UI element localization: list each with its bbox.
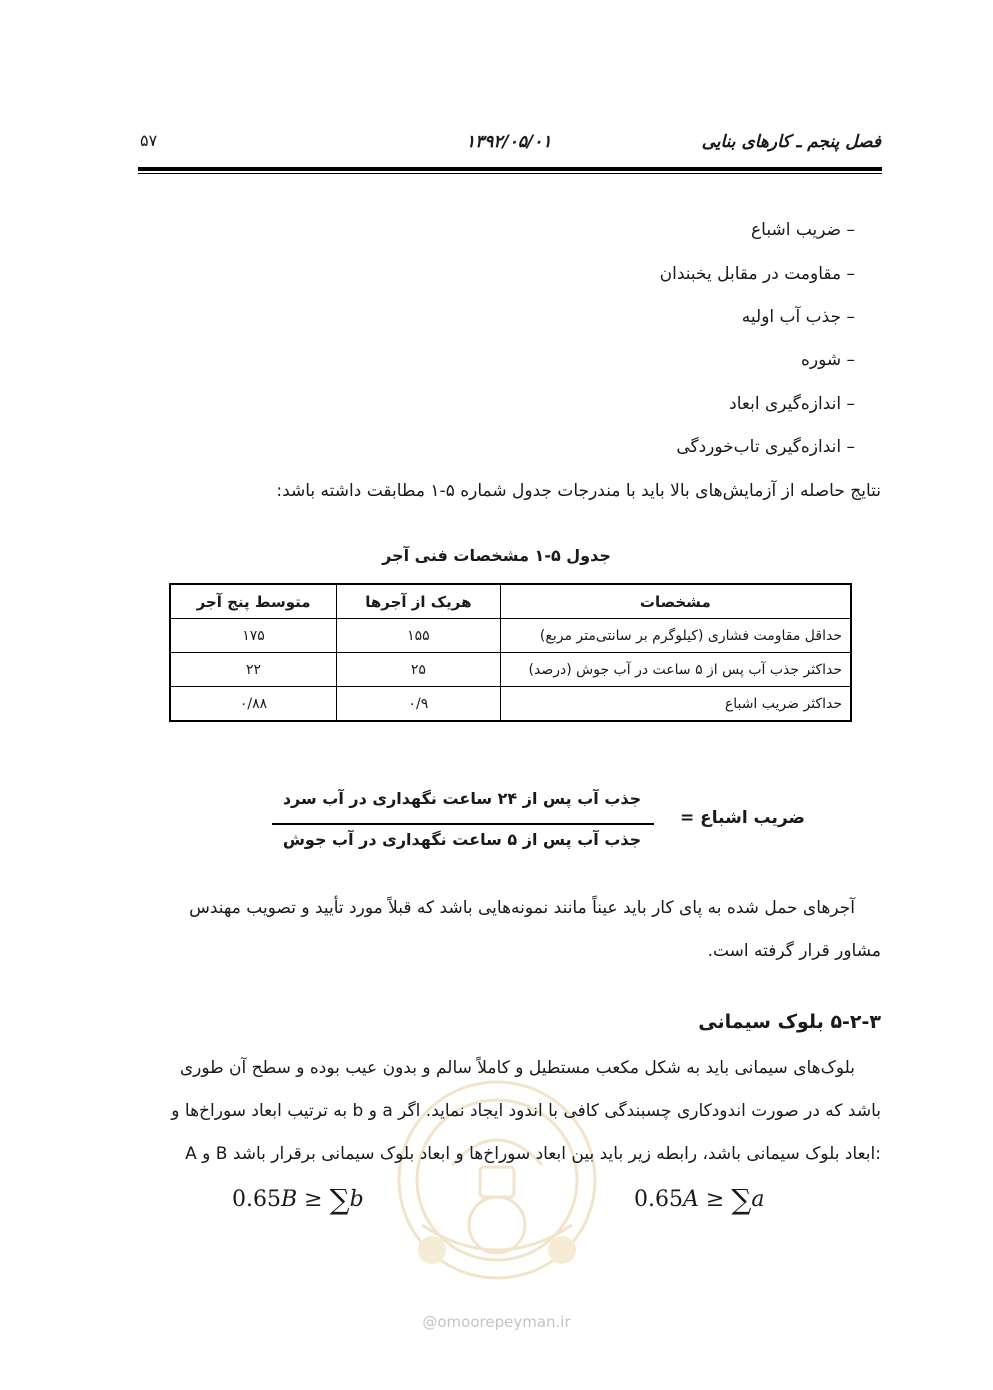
fraction-bar	[272, 823, 654, 825]
eq-var: A	[682, 1187, 699, 1212]
table-cell: حداکثر ضریب اشباع	[500, 687, 851, 722]
table-row	[170, 687, 851, 722]
bullet-item: – اندازه‌گیری تاب‌خوردگی	[676, 437, 855, 457]
watermark-url: @omoorepeyman.ir	[422, 1313, 571, 1331]
spec-table	[169, 583, 852, 722]
eq-sumvar: a	[751, 1187, 765, 1212]
bullet-item: – اندازه‌گیری ابعاد	[729, 394, 855, 414]
running-head-chapter: فصل پنجم ـ کارهای بنایی	[701, 132, 881, 152]
table-cell: ۱۵۵	[337, 619, 501, 653]
table-cell: حداکثر جذب آب پس از ۵ ساعت در آب جوش (درصد)	[500, 653, 851, 687]
header-rule-thin	[138, 173, 882, 174]
table-cell: ۰/۹	[337, 687, 501, 722]
bullet-item: – ضریب اشباع	[751, 220, 855, 240]
table-row	[170, 653, 851, 687]
paragraph-line: باشد که در صورت اندودکاری چسبندگی کافی با اندود ایجاد نماید. اگر a و b به ترتیب ابعاد سوراخ‌ها و	[171, 1101, 881, 1121]
eq-sumvar: b	[349, 1187, 364, 1212]
equation-a	[634, 1183, 764, 1216]
equation-b	[232, 1183, 364, 1216]
bullet-item: – جذب آب اولیه	[741, 307, 855, 327]
table-header-cell: متوسط پنج آجر	[170, 584, 337, 619]
table-header-row	[170, 584, 851, 619]
running-head-date: ۱۳۹۲/۰۵/۰۱	[466, 132, 552, 152]
sum-symbol: ∑	[329, 1183, 350, 1216]
formula-label: ضریب اشباع =	[680, 808, 805, 828]
paragraph-line: مشاور قرار گرفته است.	[707, 941, 881, 961]
results-sentence: نتایج حاصله از آزمایش‌های بالا باید با مندرجات جدول شماره ۵-۱ مطابقت داشته باشد:	[276, 481, 881, 501]
formula-numerator: جذب آب پس از ۲۴ ساعت نگهداری در آب سرد	[282, 789, 642, 808]
eq-coef: 0.65	[634, 1187, 683, 1212]
table-header-cell: هریک از آجرها	[337, 584, 501, 619]
eq-rel: ≥	[304, 1187, 323, 1212]
page-number: ۵۷	[140, 131, 158, 150]
formula-denominator: جذب آب پس از ۵ ساعت نگهداری در آب جوش	[282, 830, 642, 849]
table-row	[170, 619, 851, 653]
paragraph-line: A و B ابعاد بلوک سیمانی باشد، رابطه زیر باید بین ابعاد سوراخ‌ها و ابعاد بلوک سیمانی برقرار باشد:	[185, 1144, 881, 1164]
bullet-item: – مقاومت در مقابل یخبندان	[659, 264, 855, 284]
table-cell: ۲۵	[337, 653, 501, 687]
table-cell: حداقل مقاومت فشاری (کیلوگرم بر سانتی‌متر مربع)	[500, 619, 851, 653]
paragraph-line: آجرهای حمل شده به پای کار باید عیناً مانند نمونه‌هایی باشد که قبلاً مورد تأیید و تصویب مهندس	[189, 898, 855, 918]
eq-var: B	[280, 1187, 298, 1212]
paragraph-line: بلوک‌های سیمانی باید به شکل مکعب مستطیل و کاملاً سالم و بدون عیب بوده و سطح آن طوری	[179, 1058, 855, 1078]
bullet-item: – شوره	[800, 350, 855, 370]
eq-rel: ≥	[705, 1187, 725, 1212]
sum-symbol: ∑	[731, 1183, 752, 1216]
header-rule-thick	[138, 167, 882, 171]
table-cell: ۲۲	[170, 653, 337, 687]
eq-coef: 0.65	[232, 1187, 281, 1212]
table-caption: جدول ۵-۱ مشخصات فنی آجر	[382, 546, 611, 565]
table-cell: ۰/۸۸	[170, 687, 337, 722]
table-cell: ۱۷۵	[170, 619, 337, 653]
section-heading: ۵-۲-۳ بلوک سیمانی	[698, 1011, 881, 1033]
table-header-cell: مشخصات	[500, 584, 851, 619]
